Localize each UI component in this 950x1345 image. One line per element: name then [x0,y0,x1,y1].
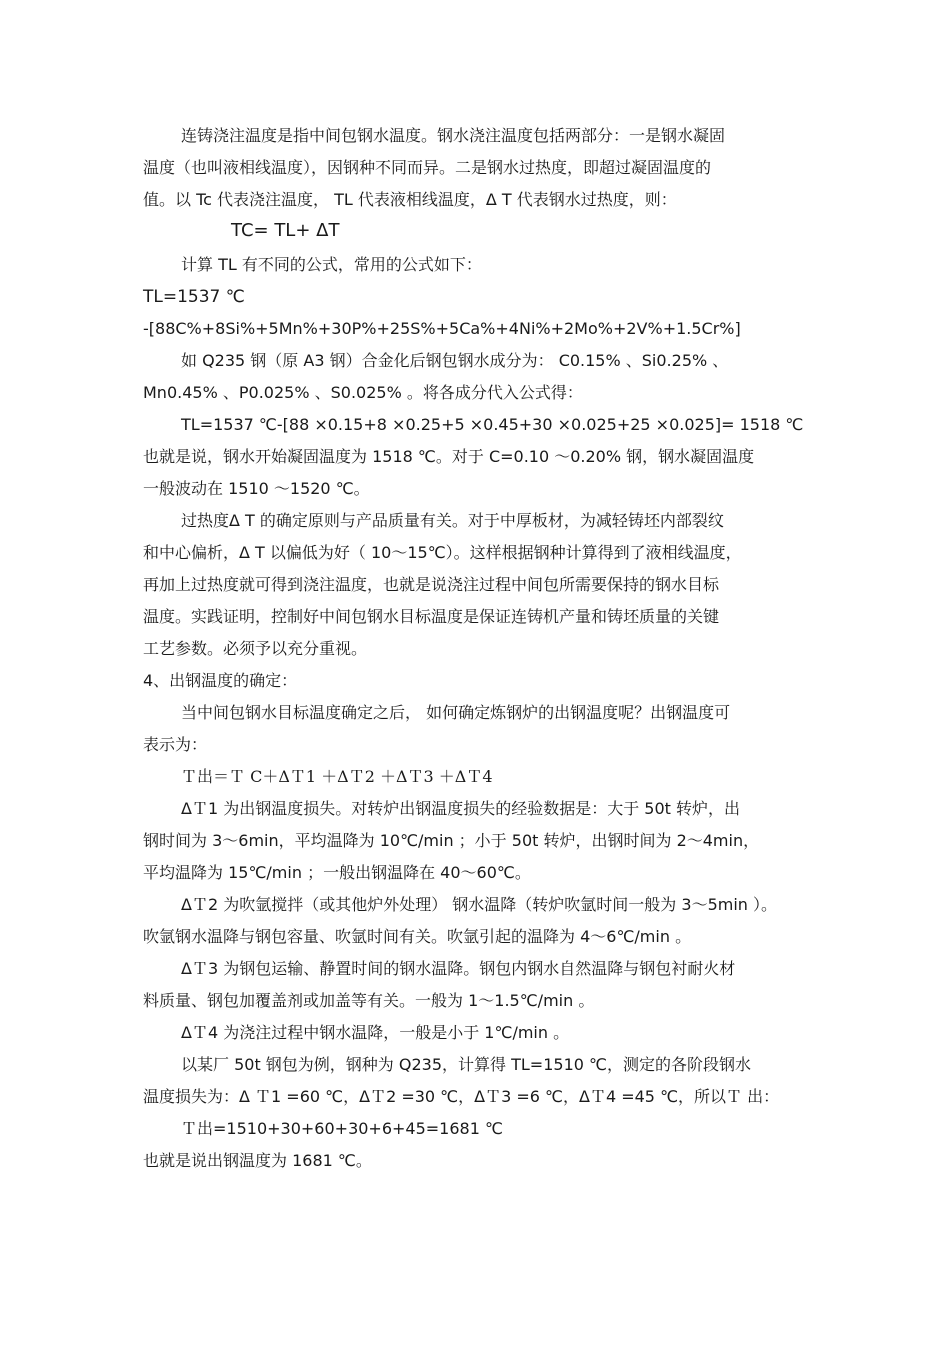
paragraph-line: 再加上过热度就可得到浇注温度，也就是说浇注过程中间包所需要保持的钢水目标 [143,575,720,594]
paragraph-line: 过热度Δ T 的确定原则与产品质量有关。对于中厚板材，为减轻铸坯内部裂纹 [181,511,724,530]
paragraph-line: 也就是说，钢水开始凝固温度为 1518 ℃。对于 C=0.10 ～0.20% 钢，钢水凝固温度 [143,447,755,466]
paragraph-line: 一般波动在 1510 ～1520 ℃。 [143,479,370,498]
paragraph-line: 钢时间为 3～6min，平均温降为 10℃/min ；小于 50t 转炉，出钢时间为 2～4min， [143,831,760,850]
calculation-line: Ｔ出=1510+30+60+30+6+45=1681 ℃ [181,1119,503,1138]
formula-tout: Ｔ出＝Ｔ C＋ΔＴ1 ＋ΔＴ2 ＋ΔＴ3 ＋ΔＴ4 [181,767,493,786]
paragraph-line: ΔＴ4 为浇注过程中钢水温降，一般是小于 1℃/min 。 [181,1023,570,1042]
paragraph-line: ΔＴ3 为钢包运输、静置时间的钢水温降。钢包内钢水自然温降与钢包衬耐火材 [181,959,736,978]
paragraph-line: 当中间包钢水目标温度确定之后， 如何确定炼钢炉的出钢温度呢？出钢温度可 [181,703,731,722]
section-heading: 4、出钢温度的确定： [143,671,298,690]
paragraph-line: 和中心偏析，Δ T 以偏低为好（ 10～15℃）。这样根据钢种计算得到了液相线温度， [143,543,742,562]
paragraph-line: 料质量、钢包加覆盖剂或加盖等有关。一般为 1～1.5℃/min 。 [143,991,595,1010]
paragraph-line: ΔＴ1 为出钢温度损失。对转炉出钢温度损失的经验数据是：大于 50t 转炉，出 [181,799,741,818]
paragraph-line: 值。以 Tc 代表浇注温度， TL 代表液相线温度，Δ T 代表钢水过热度，则： [143,190,677,209]
paragraph-line: 平均温降为 15℃/min ；一般出钢温降在 40～60℃。 [143,863,531,882]
paragraph-line: 也就是说出钢温度为 1681 ℃。 [143,1151,372,1170]
paragraph-line: Mn0.45% 、P0.025% 、S0.025% 。将各成分代入公式得： [143,383,583,402]
paragraph-line: 温度损失为：Δ Ｔ1 =60 ℃，ΔＴ2 =30 ℃，ΔＴ3 =6 ℃，ΔＴ4 =45 ℃，所以Ｔ 出： [143,1087,780,1106]
paragraph-line: 以某厂 50t 钢包为例，钢种为 Q235，计算得 TL=1510 ℃，测定的各阶段钢水 [181,1055,751,1074]
paragraph-line: 温度（也叫液相线温度），因钢种不同而异。二是钢水过热度，即超过凝固温度的 [143,158,712,177]
paragraph-line: ΔＴ2 为吹氩搅拌（或其他炉外处理） 钢水温降（转炉吹氩时间一般为 3～5min ）。 [181,895,778,914]
formula-tl: TL=1537 ℃ [143,287,245,307]
calculation-line: TL=1537 ℃-[88 ×0.15+8 ×0.25+5 ×0.45+30 ×0.025+25 ×0.025]= 1518 ℃ [181,415,804,434]
paragraph-line: 如 Q235 钢（原 A3 钢）合金化后钢包钢水成分为： C0.15% 、Si0.25% 、 [181,351,729,370]
paragraph-line: 吹氩钢水温降与钢包容量、吹氩时间有关。吹氩引起的温降为 4～6℃/min 。 [143,927,692,946]
paragraph-line: 表示为： [143,735,208,754]
formula-tc: TC= TL+ ΔT [231,220,340,241]
paragraph-line: 温度。实践证明，控制好中间包钢水目标温度是保证连铸机产量和铸坯质量的关键 [143,607,720,626]
paragraph-line: 计算 TL 有不同的公式，常用的公式如下： [181,255,482,274]
formula-tl-terms: -[88C%+8Si%+5Mn%+30P%+25S%+5Ca%+4Ni%+2Mo%+2V%+1.5Cr%] [143,319,741,338]
paragraph-line: 工艺参数。必须予以充分重视。 [143,639,368,658]
paragraph-line: 连铸浇注温度是指中间包钢水温度。钢水浇注温度包括两部分：一是钢水凝固 [181,126,726,145]
